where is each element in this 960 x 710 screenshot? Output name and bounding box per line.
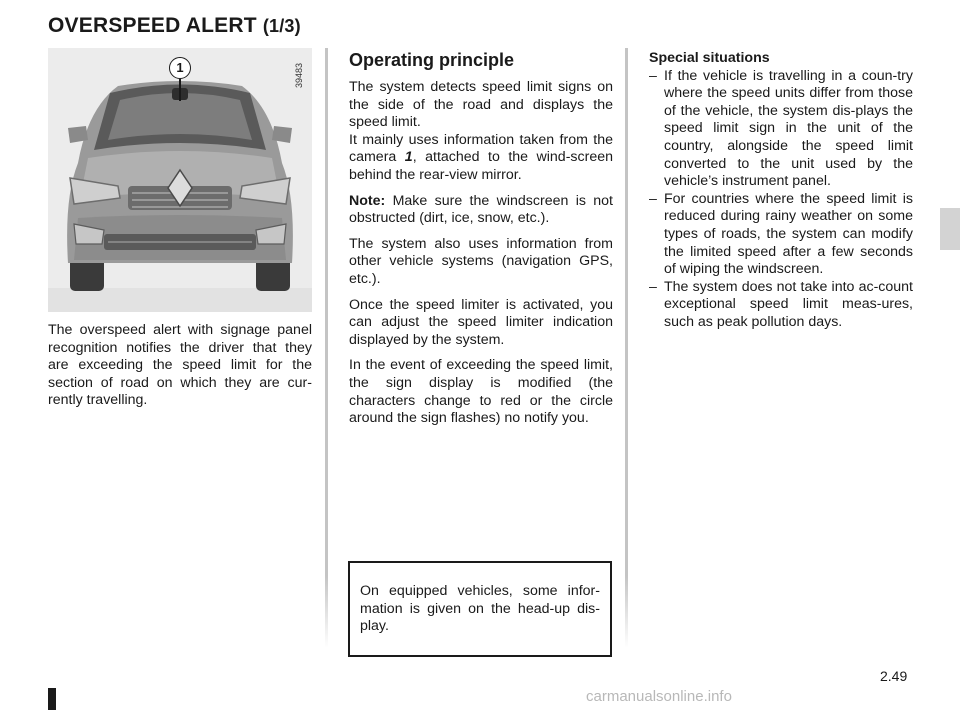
special-list	[649, 68, 913, 332]
list-item	[649, 279, 913, 332]
title-part: (1/3)	[262, 16, 301, 36]
special-heading: Special situations	[649, 50, 770, 66]
list-item	[649, 191, 913, 279]
column-divider-right	[625, 48, 628, 648]
note-label: Note:	[349, 192, 386, 209]
operating-p2-end: , attached to the wind-screen behind the rear-view mirror.	[349, 149, 614, 183]
list-item-text: The system does not take into ac-count exceptional speed limit meas-ures, such as peak pollution days.	[664, 278, 913, 330]
dash-bullet: –	[649, 190, 657, 207]
operating-heading: Operating principle	[349, 50, 515, 70]
intro-paragraph: The overspeed alert with signage panel recognition notifies the driver that they are exceeding the speed limit for the section of road on which they are cur-rently travelling.	[48, 322, 312, 409]
page-number: 2.49	[880, 668, 908, 684]
list-item-text: For countries where the speed limit is reduced during rainy weather on some types of roads, the system can modify the limited speed after a few seconds of wiping the windscreen.	[664, 190, 913, 278]
callout-1: 1	[169, 57, 191, 79]
operating-p3: The system also uses information from other vehicle systems (navigation GPS, etc.).	[349, 235, 613, 287]
column-divider-left	[325, 48, 328, 648]
camera-ref: 1	[404, 149, 413, 166]
figure-code: 39483	[294, 62, 304, 88]
callout-line	[179, 79, 181, 101]
operating-p1: The system detects speed limit signs on the side of the road and displays the speed limit.	[349, 79, 613, 131]
special-situations-section	[649, 50, 913, 332]
corner-mark	[48, 688, 56, 710]
operating-note	[349, 193, 613, 228]
dash-bullet: –	[649, 278, 657, 295]
list-item	[649, 68, 913, 191]
list-item-text: If the vehicle is travelling in a coun-try where the speed units differ from those of the vehicle, the system dis-plays the speed limit sign in the unit of the country, alongside the speed limit converted to the unit used by the vehicle’s instrument panel.	[664, 67, 913, 190]
operating-p2	[349, 132, 613, 185]
note-text: Make sure the windscreen is not obstructed (dirt, ice, snow, etc.).	[349, 192, 613, 227]
page-title	[48, 14, 301, 38]
dash-bullet: –	[649, 67, 657, 84]
operating-principle-section	[349, 49, 613, 436]
operating-p5: In the event of exceeding the speed limit, the sign display is modified (the characters change to red or the circle around the sign flashes) no notify you.	[349, 357, 613, 427]
title-text: OVERSPEED ALERT	[48, 14, 257, 37]
operating-p4: Once the speed limiter is activated, you can adjust the speed limiter indication displayed by the system.	[349, 296, 613, 348]
note-box-text: On equipped vehicles, some infor-mation is given on the head-up dis-play.	[360, 583, 600, 635]
operating-p2-start: It mainly uses information taken from the camera	[349, 131, 613, 166]
section-tab	[940, 208, 960, 250]
head-up-display-note	[348, 561, 612, 657]
watermark: carmanualsonline.info	[586, 688, 732, 705]
